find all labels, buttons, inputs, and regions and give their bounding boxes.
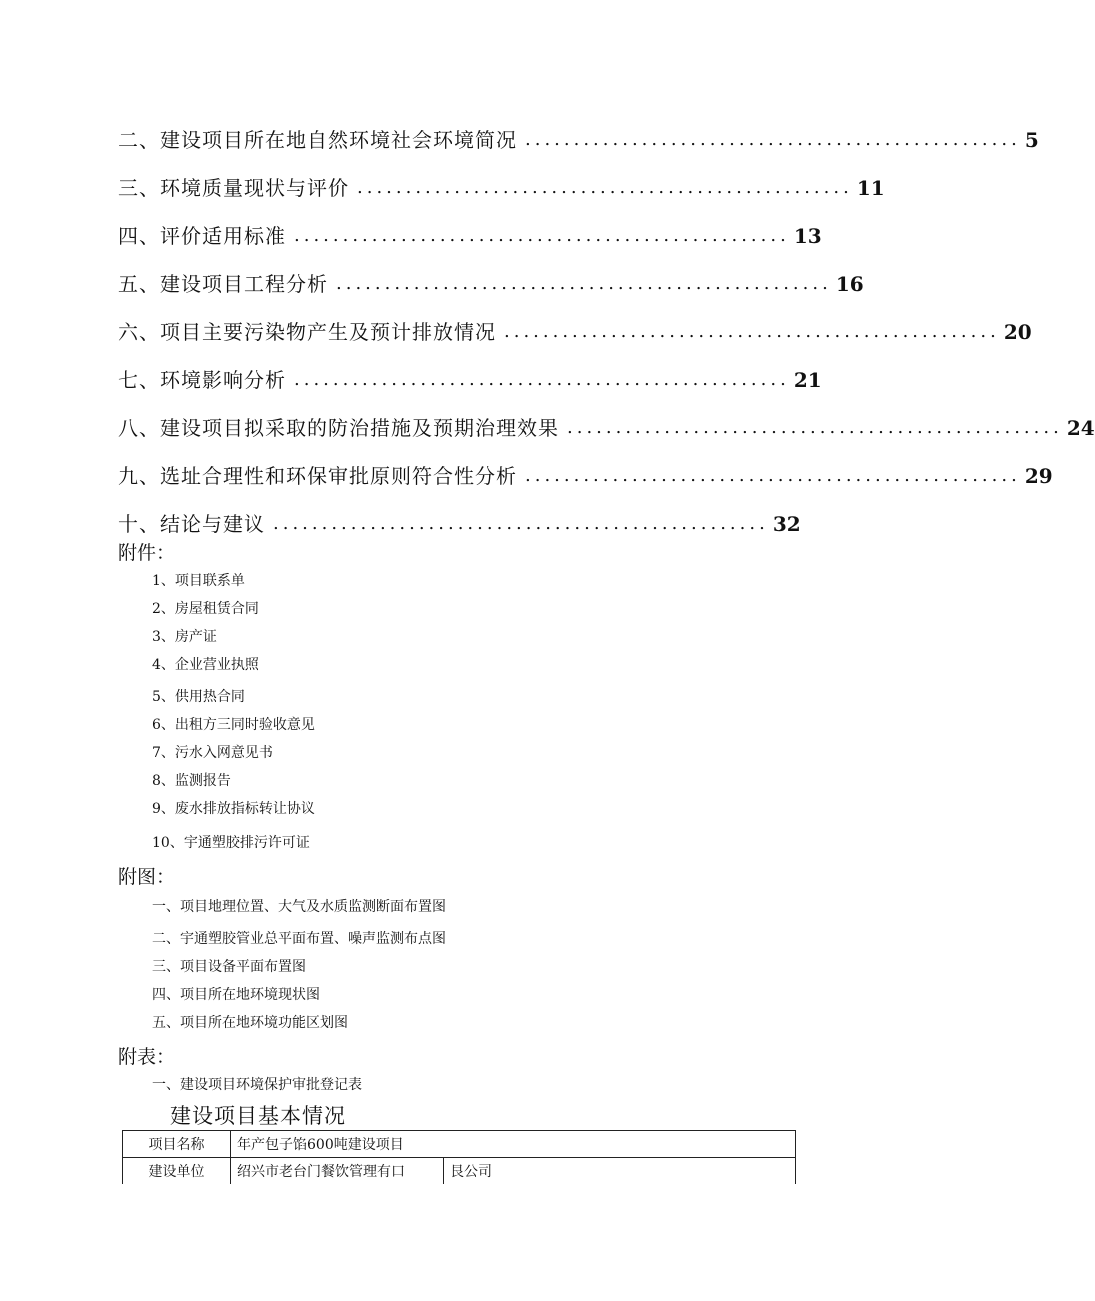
builder-value: 绍兴市老台门餐饮管理有口	[231, 1158, 444, 1185]
project-name-value: 年产包子馅600吨建设项目	[231, 1131, 796, 1158]
list-item: 7、污水入网意见书	[152, 745, 273, 761]
dot-leader: ...................................................	[294, 369, 790, 390]
dot-leader: ...................................................	[525, 129, 1021, 150]
list-item: 2、房屋租赁合同	[152, 601, 259, 617]
dot-leader: ...................................................	[294, 225, 790, 246]
list-item: 一、建设项目环境保护审批登记表	[152, 1077, 362, 1093]
toc-entry[interactable]: 七、环境影响分析 ................................................... 21	[118, 368, 822, 392]
list-item: 二、宇通塑胶管业总平面布置、噪声监测布点图	[152, 931, 446, 947]
list-item: 9、废水排放指标转让协议	[152, 801, 315, 817]
list-item: 3、房产证	[152, 629, 217, 645]
toc-entry[interactable]: 四、评价适用标准 ................................................... 13	[118, 224, 822, 248]
list-item: 6、出租方三同时验收意见	[152, 717, 315, 733]
table-row	[123, 1131, 796, 1158]
toc-entry[interactable]: 六、项目主要污染物产生及预计排放情况 ................................................... 20	[118, 320, 1032, 344]
list-item: 5、供用热合同	[152, 689, 245, 705]
toc-entry[interactable]: 二、建设项目所在地自然环境社会环境简况 ................................................... 5	[118, 128, 1039, 152]
toc-entry[interactable]: 三、环境质量现状与评价 ................................................... 11	[118, 176, 885, 200]
list-item: 四、项目所在地环境现状图	[152, 987, 320, 1003]
list-item: 10、宇通塑胶排污许可证	[152, 835, 310, 851]
list-item: 4、企业营业执照	[152, 657, 259, 673]
table-of-contents	[118, 104, 1095, 536]
dot-leader: ...................................................	[525, 465, 1021, 486]
toc-entry[interactable]: 九、选址合理性和环保审批原则符合性分析 ................................................... 29	[118, 464, 1053, 488]
table-row	[123, 1158, 796, 1185]
list-item: 8、监测报告	[152, 773, 231, 789]
dot-leader: ...................................................	[504, 321, 1000, 342]
list-item: 三、项目设备平面布置图	[152, 959, 306, 975]
list-item: 五、项目所在地环境功能区划图	[152, 1015, 348, 1031]
dot-leader: ...................................................	[273, 513, 769, 534]
basic-info-title: 建设项目基本情况	[170, 1104, 346, 1128]
builder-value-continued: 艮公司	[444, 1158, 796, 1185]
toc-entry[interactable]: 十、结论与建议 ................................................... 32	[118, 512, 801, 536]
dot-leader: ...................................................	[357, 177, 853, 198]
toc-entry[interactable]: 八、建设项目拟采取的防治措施及预期治理效果 ................................................... 24	[118, 416, 1095, 440]
builder-label: 建设单位	[123, 1158, 231, 1185]
project-name-label: 项目名称	[123, 1131, 231, 1158]
basic-info-table	[122, 1130, 796, 1184]
list-item: 一、项目地理位置、大气及水质监测断面布置图	[152, 899, 446, 915]
dot-leader: ...................................................	[567, 417, 1063, 438]
tables-heading: 附表：	[118, 1046, 176, 1068]
toc-entry[interactable]: 五、建设项目工程分析 ................................................... 16	[118, 272, 864, 296]
dot-leader: ...................................................	[336, 273, 832, 294]
attachments-heading: 附件：	[118, 542, 176, 564]
list-item: 1、项目联系单	[152, 573, 245, 589]
figures-heading: 附图：	[118, 866, 176, 888]
